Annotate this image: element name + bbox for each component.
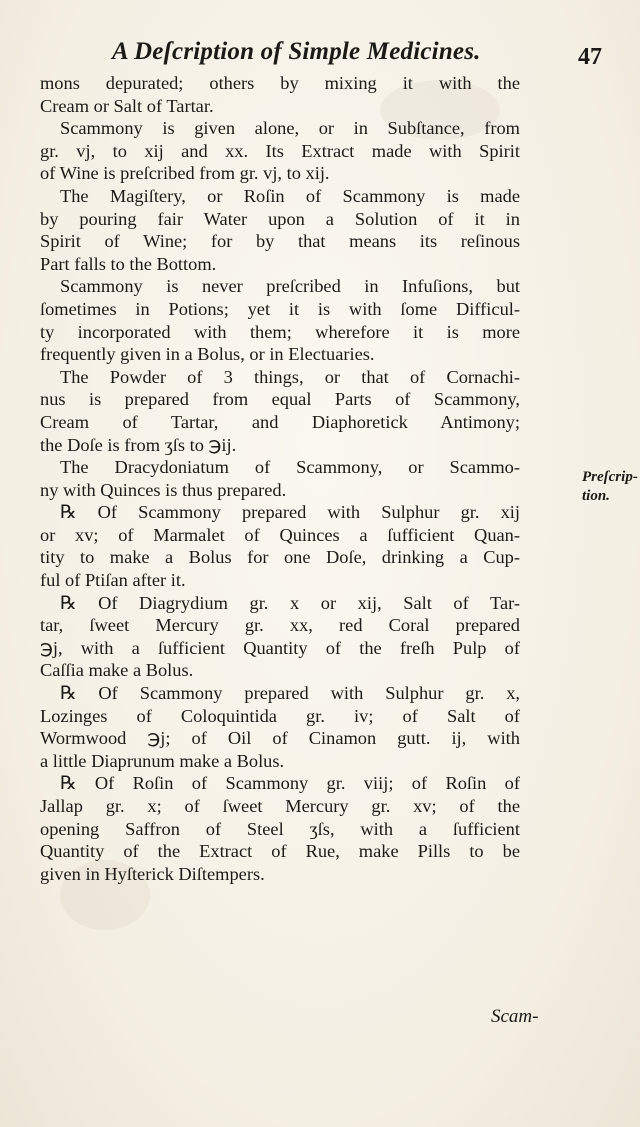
text-line: Quantity of the Extract of Rue, make Pills to be [40,841,520,862]
text-line: ℞ Of Diagrydium gr. x or xij, Salt of Tar- [60,592,520,613]
body-text [40,72,520,885]
text-line: nus is prepared from equal Parts of Scammony, [40,389,520,410]
catchword: Scam- [491,1006,539,1027]
text-line: ſometimes in Potions; yet it is with ſome Difficul- [40,298,520,319]
text-line: frequently given in a Bolus, or in Electuaries. [40,344,375,365]
text-line: tar, ſweet Mercury gr. xx, red Coral prepared [40,615,520,636]
text-line: Spirit of Wine; for by that means its reſinous [40,231,520,252]
page-header [112,38,612,72]
text-line: The Powder of 3 things, or that of Cornachi- [60,366,520,387]
text-line: Part falls to the Bottom. [40,253,217,274]
text-line: Scammony is given alone, or in Subſtance, from [60,118,520,139]
text-line: the Doſe is from ʒſs to ℈ij. [40,434,237,455]
text-line: ny with Quinces is thus prepared. [40,479,287,500]
text-line: or xv; of Marmalet of Quinces a ſufficient Quan- [40,524,520,545]
text-line: mons depurated; others by mixing it with the [40,73,520,93]
margin-note [582,468,640,506]
text-line: Scammony is never preſcribed in Infuſions, but [60,276,520,297]
text-line: The Magiſtery, or Roſin of Scammony is made [60,185,520,206]
running-title: A Deſcription of Simple Medicines. [112,38,481,65]
text-line: Caſſia make a Bolus. [40,660,194,681]
text-line: ful of Ptiſan after it. [40,570,186,591]
text-line: ℞ Of Roſin of Scammony gr. viij; of Roſin of [60,773,520,794]
margin-note-line: Preſcrip- [582,469,638,485]
text-line: Jallap gr. x; of ſweet Mercury gr. xv; of the [40,796,520,816]
text-line: Cream or Salt of Tartar. [40,95,214,116]
text-line: ty incorporated with them; wherefore it is more [40,321,520,342]
text-line: opening Saffron of Steel ʒſs, with a ſufficient [40,818,520,839]
text-line: ℈j, with a ſufficient Quantity of the freſh Pulp of [40,637,520,658]
text-line: tity to make a Bolus for one Doſe, drinking a Cup- [40,547,520,568]
text-line: ℞ Of Scammony prepared with Sulphur gr. xij [60,502,520,523]
margin-note-line: tion. [582,488,610,504]
text-line: a little Diaprunum make a Bolus. [40,750,285,771]
text-line: by pouring fair Water upon a Solution of it in [40,208,520,229]
text-line: The Dracydoniatum of Scammony, or Scammo- [60,457,520,478]
text-line: Lozinges of Coloquintida gr. iv; of Salt of [40,705,520,726]
text-line: Wormwood ℈j; of Oil of Cinamon gutt. ij, with [40,728,520,749]
page-number: 47 [578,44,602,70]
text-line: ℞ Of Scammony prepared with Sulphur gr. x, [60,683,520,704]
text-line: gr. vj, to xij and xx. Its Extract made with Spirit [40,140,520,161]
text-line: Cream of Tartar, and Diaphoretick Antimony; [40,411,520,432]
text-line: of Wine is preſcribed from gr. vj, to xij. [40,163,330,184]
text-line: given in Hyſterick Diſtempers. [40,863,265,884]
